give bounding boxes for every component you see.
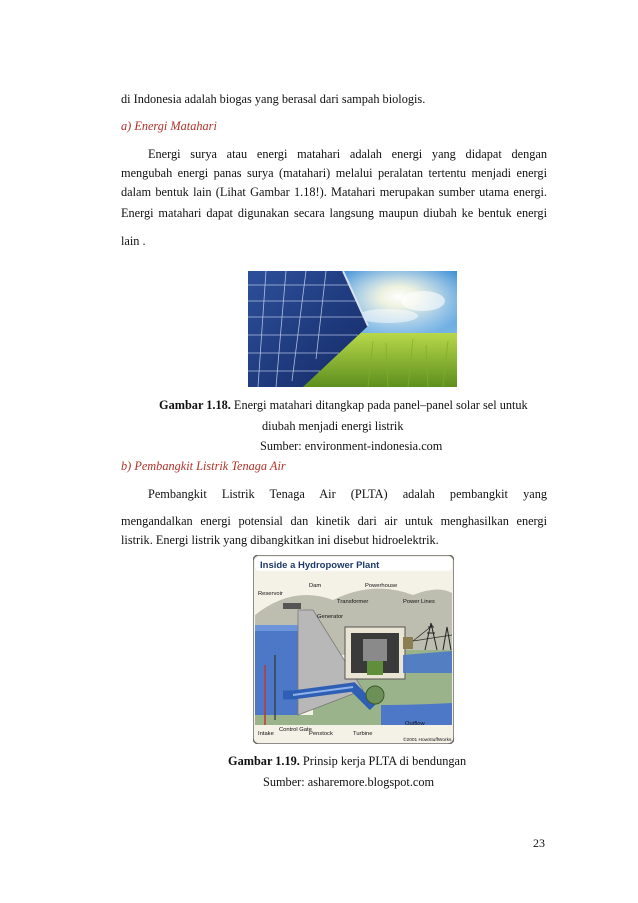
caption-text: Energi matahari ditangkap pada panel–panel solar sel untuk: [230, 398, 528, 412]
page-number: 23: [533, 836, 545, 850]
diagram-credit: ©2001 HowStuffWorks: [403, 738, 452, 743]
label-powerhouse: Powerhouse: [365, 583, 398, 589]
paragraph-line: mengubah energi panas surya (matahari) melalui peralatan tertentu menjadi energi: [121, 166, 547, 180]
label-transformer: Transformer: [337, 599, 369, 605]
label-outflow: Outflow: [405, 721, 425, 727]
figure-label: Gambar 1.19.: [228, 754, 300, 768]
caption-text: diubah menjadi energi listrik: [262, 419, 404, 433]
label-generator: Generator: [317, 614, 344, 620]
label-turbine: Turbine: [353, 731, 373, 737]
figure-source: Sumber: asharemore.blogspot.com: [263, 775, 435, 789]
figure-caption-1-19: [228, 754, 466, 769]
paragraph-line: Pembangkit Listrik Tenaga Air (PLTA) adalah pembangkit yang: [148, 487, 547, 501]
paragraph-line: di Indonesia adalah biogas yang berasal dari sampah biologis.: [121, 92, 426, 106]
solar-panel-photo: [248, 271, 457, 387]
paragraph-line: Energi surya atau energi matahari adalah energi yang didapat dengan: [148, 147, 547, 161]
label-dam: Dam: [309, 583, 322, 589]
paragraph-line: listrik. Energi listrik yang dibangkitkan ini disebut hidroelektrik.: [121, 533, 439, 547]
hydropower-diagram: [253, 555, 454, 744]
caption-text: Prinsip kerja PLTA di bendungan: [299, 754, 467, 768]
figure-source: Sumber: environment-indonesia.com: [260, 439, 443, 453]
paragraph-line: mengandalkan energi potensial dan kinetik dari air untuk menghasilkan energi: [121, 514, 547, 528]
label-intake: Intake: [258, 731, 274, 737]
label-control-gate: Control Gate: [279, 727, 312, 733]
label-penstock: Penstock: [309, 731, 333, 737]
paragraph-line: Energi matahari dapat digunakan secara langsung maupun diubah ke bentuk energi: [121, 206, 547, 220]
section-heading-hydro: b) Pembangkit Listrik Tenaga Air: [121, 459, 286, 473]
section-heading-solar: a) Energi Matahari: [121, 119, 217, 133]
label-reservoir: Reservoir: [258, 591, 283, 597]
figure-caption-1-18: [159, 398, 528, 413]
paragraph-line: dalam bentuk lain (Lihat Gambar 1.18!). Matahari merupakan sumber utama energi.: [121, 185, 547, 199]
paragraph-line: lain .: [121, 234, 146, 248]
diagram-title: Inside a Hydropower Plant: [260, 560, 380, 571]
figure-label: Gambar 1.18.: [159, 398, 231, 412]
label-power-lines: Power Lines: [403, 599, 435, 605]
